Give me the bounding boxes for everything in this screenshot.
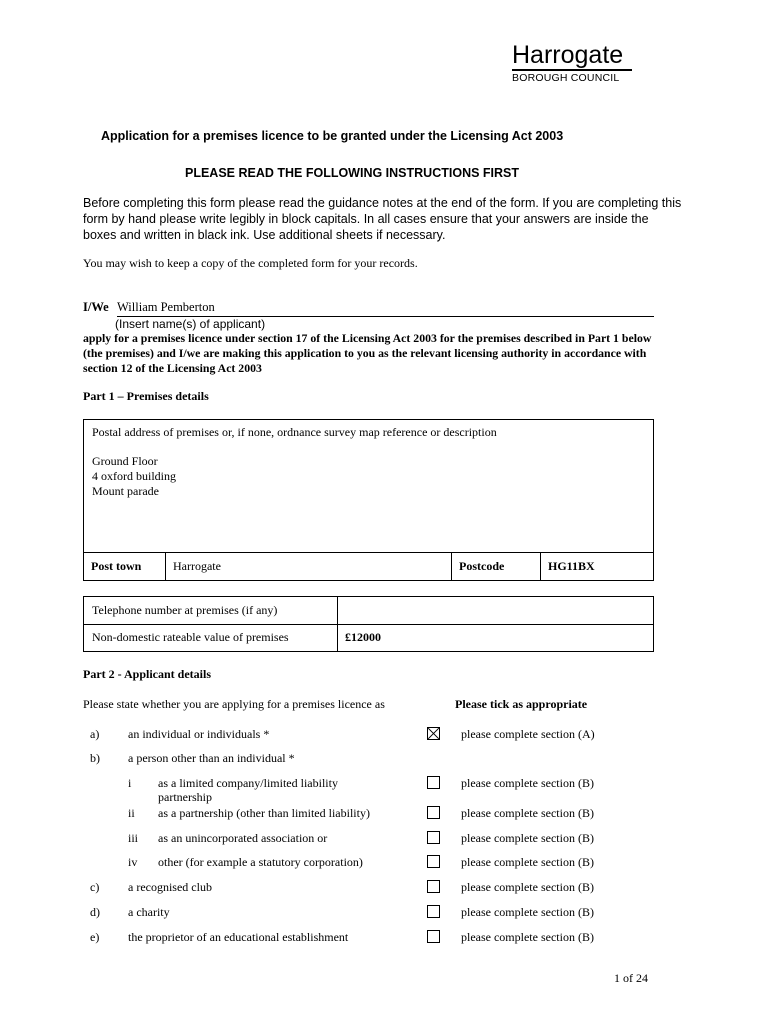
logo-rule (512, 69, 632, 71)
option-label: other (for example a statutory corporation) (158, 855, 363, 869)
harrogate-logo (512, 42, 636, 84)
address-field[interactable] (92, 454, 176, 499)
option-letter: d) (90, 905, 100, 919)
part2-heading: Part 2 - Applicant details (83, 667, 211, 681)
option-label: as a partnership (other than limited liability) (158, 806, 370, 820)
partnership-checkbox[interactable] (427, 806, 440, 819)
telephone-label: Telephone number at premises (if any) (92, 603, 278, 617)
copy-note: You may wish to keep a copy of the completed form for your records. (83, 256, 418, 270)
telephone-rateable-box (83, 596, 654, 652)
charity-checkbox[interactable] (427, 905, 440, 918)
option-label: a charity (128, 905, 170, 919)
rateable-field[interactable]: £12000 (345, 630, 381, 644)
section-note: please complete section (B) (461, 880, 594, 894)
option-letter: c) (90, 880, 100, 894)
iwe-label: I/We (83, 300, 109, 314)
section-note: please complete section (B) (461, 905, 594, 919)
rateable-label: Non-domestic rateable value of premises (92, 630, 289, 644)
post-town-label: Post town (91, 559, 142, 573)
apply-statement: apply for a premises licence under section 17 of the Licensing Act 2003 for the premises described in Part 1 below (the premises) and I/we are making this application to you as the relevant licensing authority in accordance with section 12 of the Licensing Act 2003 (83, 331, 652, 375)
logo-name: Harrogate (512, 41, 624, 69)
instructions-heading: PLEASE READ THE FOLLOWING INSTRUCTIONS FIRST (184, 166, 520, 180)
premises-address-box (83, 419, 654, 581)
section-note: please complete section (B) (461, 930, 594, 944)
rateable-row (84, 624, 653, 651)
address-label: Postal address of premises or, if none, ordnance survey map reference or description (92, 425, 497, 439)
applicant-name-field[interactable]: William Pemberton (117, 300, 215, 314)
option-numeral: i (128, 776, 132, 790)
postcode-field[interactable]: HG11BX (548, 559, 595, 573)
unincorporated-association-checkbox[interactable] (427, 831, 440, 844)
divider (337, 597, 338, 651)
form-title: Application for a premises licence to be granted under the Licensing Act 2003 (101, 129, 564, 143)
address-line: Ground Floor (92, 454, 158, 468)
option-numeral: iv (128, 855, 138, 869)
recognised-club-checkbox[interactable] (427, 880, 440, 893)
option-label: as an unincorporated association or (158, 831, 328, 845)
section-note: please complete section (B) (461, 855, 594, 869)
post-town-field[interactable]: Harrogate (173, 559, 221, 573)
option-numeral: ii (128, 806, 135, 820)
logo-subtitle: BOROUGH COUNCIL (512, 72, 620, 84)
section-note: please complete section (B) (461, 776, 594, 790)
address-line: 4 oxford building (92, 469, 176, 483)
educational-establishment-checkbox[interactable] (427, 930, 440, 943)
option-letter: e) (90, 930, 100, 944)
page-number: 1 of 24 (614, 971, 648, 985)
telephone-row (84, 597, 653, 625)
instructions-paragraph: Before completing this form please read the guidance notes at the end of the form. If you are completing this form by hand please write legibly in block capitals. In all cases ensure that your answers are inside the boxes and written in black ink. Use additional sheets if necessary. (83, 196, 682, 242)
section-note: please complete section (B) (461, 831, 594, 845)
tick-heading: Please tick as appropriate (455, 697, 588, 711)
limited-company-checkbox[interactable] (427, 776, 440, 789)
option-label: a person other than an individual * (128, 751, 295, 765)
option-label: an individual or individuals * (128, 727, 270, 741)
option-letter: b) (90, 751, 100, 765)
option-numeral: iii (128, 831, 139, 845)
section-note: please complete section (B) (461, 806, 594, 820)
post-town-row (84, 552, 653, 580)
part1-heading: Part 1 – Premises details (83, 389, 209, 403)
postcode-label: Postcode (459, 559, 505, 573)
option-letter: a) (90, 727, 100, 741)
section-note: please complete section (A) (461, 727, 595, 741)
option-label: the proprietor of an educational establishment (128, 930, 349, 944)
insert-name-hint: (Insert name(s) of applicant) (115, 317, 266, 331)
state-text: Please state whether you are applying for a premises licence as (83, 697, 385, 711)
option-label: as a limited company/limited liability partnership (158, 776, 338, 804)
option-label: a recognised club (128, 880, 212, 894)
statutory-corporation-checkbox[interactable] (427, 855, 440, 868)
address-line: Mount parade (92, 484, 159, 498)
individual-checkbox[interactable] (427, 727, 440, 740)
